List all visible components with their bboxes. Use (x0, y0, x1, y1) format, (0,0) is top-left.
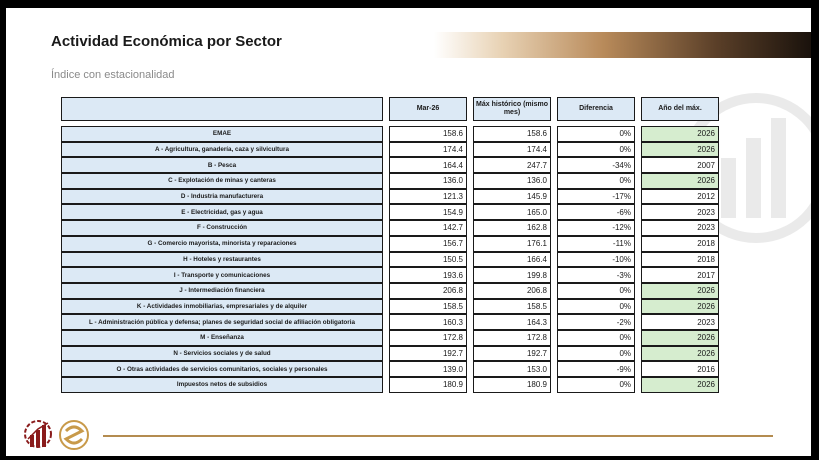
diferencia-cell: 0% (557, 283, 635, 299)
mar-26-cell: 192.7 (389, 346, 467, 362)
ano-del-max-cell: 2023 (641, 314, 719, 330)
diferencia-cell: -10% (557, 252, 635, 268)
ano-del-max-cell: 2016 (641, 361, 719, 377)
diferencia-cell: 0% (557, 299, 635, 315)
sector-cell: N - Servicios sociales y de salud (61, 346, 383, 362)
diferencia-cell: -9% (557, 361, 635, 377)
max-historico-cell: 166.4 (473, 252, 551, 268)
table-row (61, 299, 719, 315)
sector-cell: G - Comercio mayorista, minorista y reparaciones (61, 236, 383, 252)
table-row (61, 252, 719, 268)
footer-divider (103, 435, 773, 437)
sector-cell: B - Pesca (61, 157, 383, 173)
header-diferencia: Diferencia (557, 97, 635, 121)
diferencia-cell: -34% (557, 157, 635, 173)
ano-del-max-cell: 2018 (641, 236, 719, 252)
max-historico-cell: 180.9 (473, 377, 551, 393)
sector-cell: M - Enseñanza (61, 330, 383, 346)
sector-cell: J - Intermediación financiera (61, 283, 383, 299)
sector-cell: L - Administración pública y defensa; planes de seguridad social de afiliación obligatoria (61, 314, 383, 330)
sector-cell: Impuestos netos de subsidios (61, 377, 383, 393)
max-historico-cell: 172.8 (473, 330, 551, 346)
ano-del-max-cell: 2023 (641, 204, 719, 220)
mar-26-cell: 150.5 (389, 252, 467, 268)
mar-26-cell: 156.7 (389, 236, 467, 252)
max-historico-cell: 136.0 (473, 173, 551, 189)
decorative-header-bar (434, 32, 811, 58)
max-historico-cell: 164.3 (473, 314, 551, 330)
table-row (61, 330, 719, 346)
max-historico-cell: 174.4 (473, 142, 551, 158)
sector-table (61, 97, 719, 393)
page-subtitle: Índice con estacionalidad (51, 69, 175, 81)
diferencia-cell: 0% (557, 330, 635, 346)
max-historico-cell: 206.8 (473, 283, 551, 299)
max-historico-cell: 165.0 (473, 204, 551, 220)
max-historico-cell: 153.0 (473, 361, 551, 377)
table-row (61, 236, 719, 252)
max-historico-cell: 199.8 (473, 267, 551, 283)
sector-cell: F - Construcción (61, 220, 383, 236)
sector-cell: H - Hoteles y restaurantes (61, 252, 383, 268)
diferencia-cell: 0% (557, 173, 635, 189)
header-max-historico: Máx histórico (mismo mes) (473, 97, 551, 121)
table-row (61, 346, 719, 362)
max-historico-cell: 145.9 (473, 189, 551, 205)
mar-26-cell: 164.4 (389, 157, 467, 173)
ano-del-max-cell: 2026 (641, 126, 719, 142)
mar-26-cell: 136.0 (389, 173, 467, 189)
header-ano-del-max: Año del máx. (641, 97, 719, 121)
mar-26-cell: 180.9 (389, 377, 467, 393)
ano-del-max-cell: 2023 (641, 220, 719, 236)
sector-cell: A - Agricultura, ganadería, caza y silvicultura (61, 142, 383, 158)
table-row (61, 220, 719, 236)
ano-del-max-cell: 2007 (641, 157, 719, 173)
table-header-row (61, 97, 719, 121)
table-row (61, 377, 719, 393)
diferencia-cell: -2% (557, 314, 635, 330)
page-title: Actividad Económica por Sector (51, 33, 282, 50)
building-chart-logo-icon (23, 419, 53, 451)
sector-cell: K - Actividades inmobiliarias, empresariales y de alquiler (61, 299, 383, 315)
table-row (61, 173, 719, 189)
mar-26-cell: 174.4 (389, 142, 467, 158)
mar-26-cell: 142.7 (389, 220, 467, 236)
sector-cell: D - Industria manufacturera (61, 189, 383, 205)
sector-cell: E - Electricidad, gas y agua (61, 204, 383, 220)
ano-del-max-cell: 2017 (641, 267, 719, 283)
header-mar-26: Mar-26 (389, 97, 467, 121)
ano-del-max-cell: 2012 (641, 189, 719, 205)
diferencia-cell: 0% (557, 142, 635, 158)
mar-26-cell: 172.8 (389, 330, 467, 346)
table-row (61, 142, 719, 158)
table-row (61, 267, 719, 283)
diferencia-cell: 0% (557, 377, 635, 393)
table-row (61, 157, 719, 173)
max-historico-cell: 158.6 (473, 126, 551, 142)
mar-26-cell: 139.0 (389, 361, 467, 377)
diferencia-cell: 0% (557, 126, 635, 142)
mar-26-cell: 154.9 (389, 204, 467, 220)
ano-del-max-cell: 2026 (641, 346, 719, 362)
ano-del-max-cell: 2026 (641, 173, 719, 189)
table-row (61, 189, 719, 205)
ano-del-max-cell: 2026 (641, 283, 719, 299)
ano-del-max-cell: 2026 (641, 330, 719, 346)
mar-26-cell: 158.6 (389, 126, 467, 142)
sector-cell: I - Transporte y comunicaciones (61, 267, 383, 283)
diferencia-cell: 0% (557, 346, 635, 362)
table-row (61, 314, 719, 330)
mar-26-cell: 160.3 (389, 314, 467, 330)
sector-cell: C - Explotación de minas y canteras (61, 173, 383, 189)
sector-cell: O - Otras actividades de servicios comunitarios, sociales y personales (61, 361, 383, 377)
diferencia-cell: -17% (557, 189, 635, 205)
mar-26-cell: 206.8 (389, 283, 467, 299)
max-historico-cell: 176.1 (473, 236, 551, 252)
ano-del-max-cell: 2026 (641, 377, 719, 393)
table-row (61, 126, 719, 142)
ano-del-max-cell: 2026 (641, 299, 719, 315)
diferencia-cell: -3% (557, 267, 635, 283)
mar-26-cell: 121.3 (389, 189, 467, 205)
mar-26-cell: 158.5 (389, 299, 467, 315)
diferencia-cell: -11% (557, 236, 635, 252)
max-historico-cell: 247.7 (473, 157, 551, 173)
table-row (61, 361, 719, 377)
ano-del-max-cell: 2026 (641, 142, 719, 158)
mar-26-cell: 193.6 (389, 267, 467, 283)
max-historico-cell: 158.5 (473, 299, 551, 315)
header-blank (61, 97, 383, 121)
sector-cell: EMAE (61, 126, 383, 142)
gold-swirl-logo-icon (58, 419, 90, 451)
ano-del-max-cell: 2018 (641, 252, 719, 268)
table-row (61, 204, 719, 220)
table-row (61, 283, 719, 299)
diferencia-cell: -12% (557, 220, 635, 236)
diferencia-cell: -6% (557, 204, 635, 220)
max-historico-cell: 192.7 (473, 346, 551, 362)
max-historico-cell: 162.8 (473, 220, 551, 236)
slide (6, 8, 811, 456)
